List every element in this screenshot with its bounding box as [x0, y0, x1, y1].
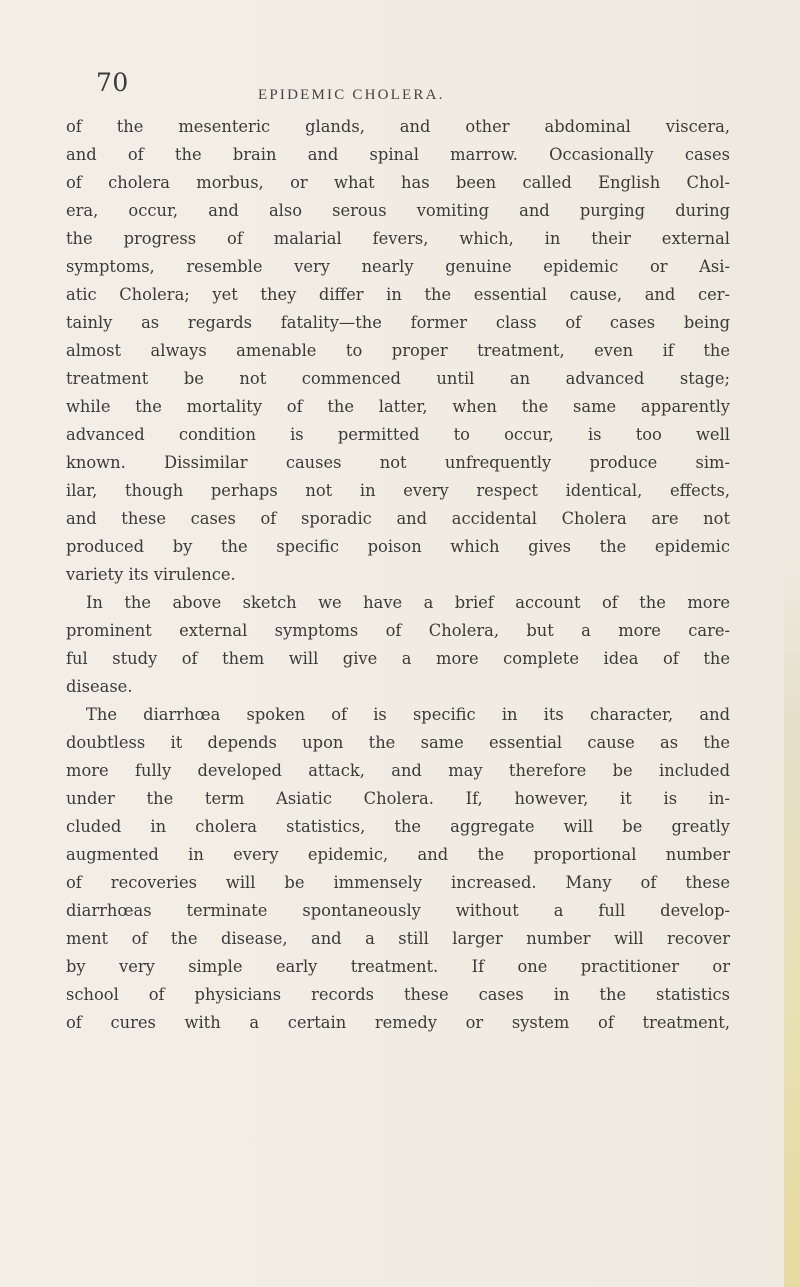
text-line: more fully developed attack, and may therefore be included	[66, 761, 730, 780]
text-line: ment of the disease, and a still larger number will recover	[66, 929, 730, 948]
text-line: treatment be not commenced until an advanced stage;	[66, 369, 730, 388]
text-line: of cholera morbus, or what has been called English Chol-	[66, 173, 730, 192]
text-line: In the above sketch we have a brief account of the more	[86, 593, 730, 612]
text-line: tainly as regards fatality—the former class of cases being	[66, 313, 730, 332]
text-line: and these cases of sporadic and accidental Cholera are not	[66, 509, 730, 528]
text-line: symptoms, resemble very nearly genuine epidemic or Asi-	[66, 257, 730, 276]
text-line: disease.	[66, 677, 133, 696]
text-line: under the term Asiatic Cholera. If, however, it is in-	[66, 789, 730, 808]
text-line: augmented in every epidemic, and the proportional number	[66, 845, 730, 864]
page-number: 70	[96, 68, 129, 97]
text-line: of the mesenteric glands, and other abdominal viscera,	[66, 117, 730, 136]
text-line: ful study of them will give a more complete idea of the	[66, 649, 730, 668]
text-line: diarrhœas terminate spontaneously without a full develop-	[66, 901, 730, 920]
text-line: advanced condition is permitted to occur, is too well	[66, 425, 730, 444]
text-line: the progress of malarial fevers, which, in their external	[66, 229, 730, 248]
text-line: ilar, though perhaps not in every respect identical, effects,	[66, 481, 730, 500]
text-line: of cures with a certain remedy or system of treatment,	[66, 1013, 730, 1032]
page-edge-discoloration	[784, 560, 800, 1287]
text-line: while the mortality of the latter, when the same apparently	[66, 397, 730, 416]
text-line: era, occur, and also serous vomiting and purging during	[66, 201, 730, 220]
text-line: known. Dissimilar causes not unfrequently produce sim-	[66, 453, 730, 472]
text-line: of recoveries will be immensely increased. Many of these	[66, 873, 730, 892]
text-line: The diarrhœa spoken of is specific in its character, and	[86, 705, 730, 724]
text-line: school of physicians records these cases in the statistics	[66, 985, 730, 1004]
text-line: by very simple early treatment. If one practitioner or	[66, 957, 730, 976]
body-text	[66, 113, 730, 1037]
text-line: prominent external symptoms of Cholera, but a more care-	[66, 621, 730, 640]
text-line: produced by the specific poison which gives the epidemic	[66, 537, 730, 556]
text-line: cluded in cholera statistics, the aggregate will be greatly	[66, 817, 730, 836]
text-line: and of the brain and spinal marrow. Occasionally cases	[66, 145, 730, 164]
text-line: atic Cholera; yet they differ in the essential cause, and cer-	[66, 285, 730, 304]
text-line: almost always amenable to proper treatment, even if the	[66, 341, 730, 360]
text-line: doubtless it depends upon the same essential cause as the	[66, 733, 730, 752]
text-line: variety its virulence.	[66, 565, 236, 584]
running-head-title: EPIDEMIC CHOLERA.	[258, 87, 445, 103]
